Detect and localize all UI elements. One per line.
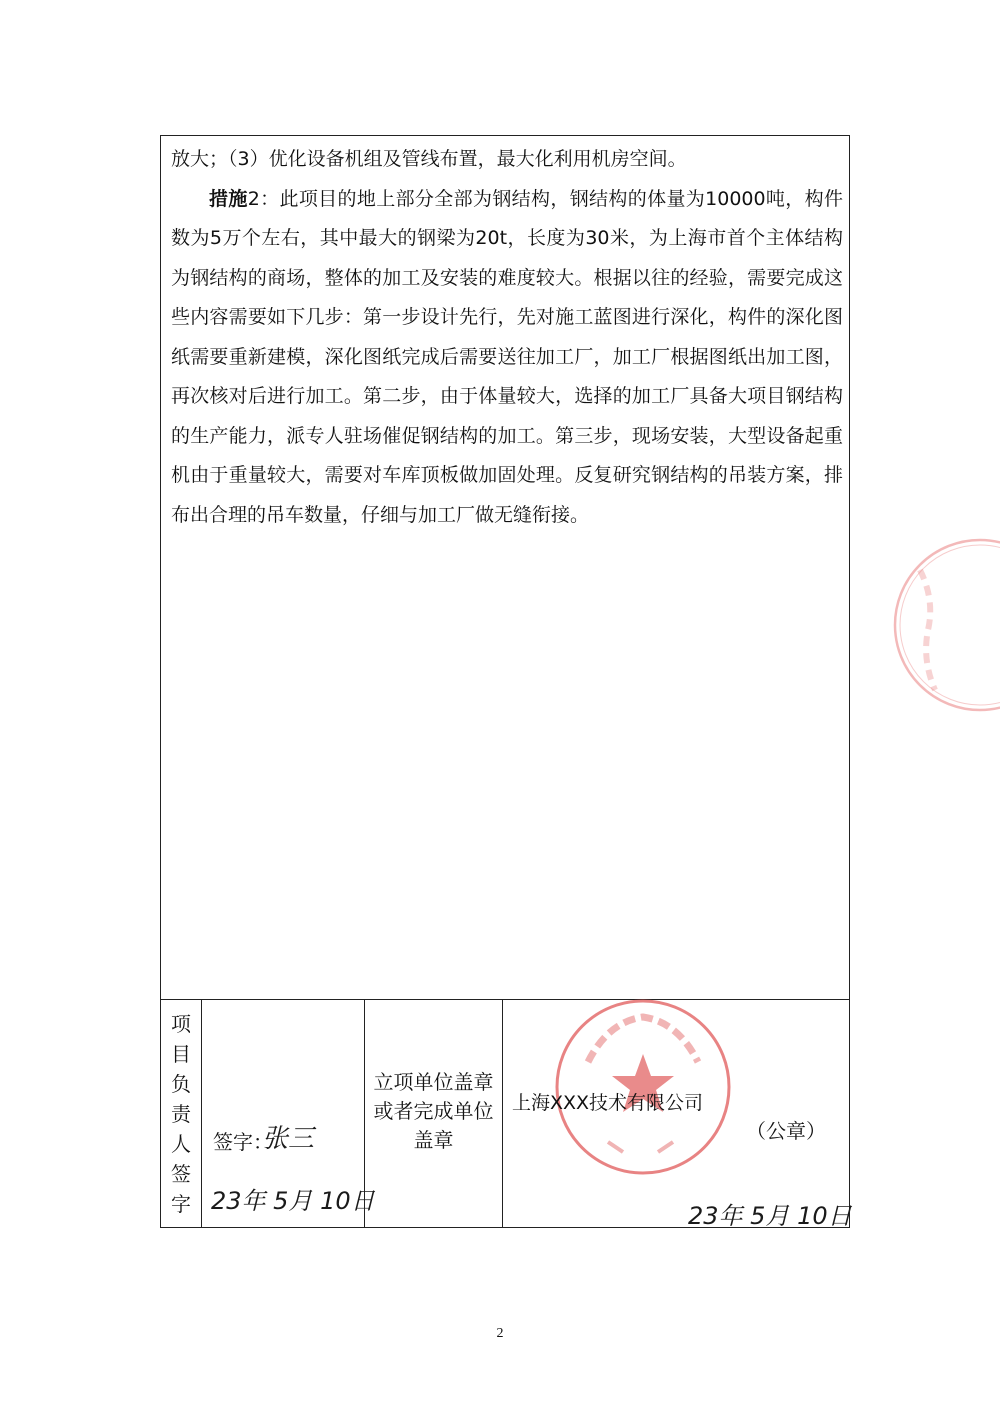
handwritten-signature-date: 23年 5月 10日 <box>211 1187 375 1215</box>
table-divider-3 <box>502 999 503 1228</box>
vertical-char: 人 <box>171 1132 191 1156</box>
table-top-border <box>160 999 850 1000</box>
vertical-char: 目 <box>171 1042 191 1066</box>
body-text <box>171 140 843 535</box>
handwritten-stamp-date: 23年 5月 10日 <box>688 1202 852 1230</box>
company-seal-stamp <box>548 992 738 1182</box>
official-seal-note: （公章） <box>746 1119 826 1143</box>
signature-label: 签字： <box>213 1130 273 1154</box>
page-number: 2 <box>496 1326 504 1341</box>
measure-text: 2：此项目的地上部分全部为钢结构，钢结构的体量为10000吨，构件数为5万个左右，其中最大的钢梁为20t，长度为30米，为上海市首个主体结构为钢结构的商场，整体的加工及安装的难度较大。根据以往的经验，需要完成这些内容需要如下几步：第一步设计先行，先对施工蓝图进行深化，构件的深化图纸需要重新建模，深化图纸完成后需要送往加工厂，加工厂根据图纸出加工图，再次核对后进行加工。第二步，由于体量较大，选择的加工厂具备大项目钢结构的生产能力，派专人驻场催促钢结构的加工。第三步，现场安装，大型设备起重机由于重量较大，需要对车库顶板做加固处理。反复研究钢结构的吊装方案，排布出合理的吊车数量，仔细与加工厂做无缝衔接。 <box>171 187 843 526</box>
body-line-1: 放大；（3）优化设备机组及管线布置，最大化利用机房空间。 <box>171 148 687 170</box>
vertical-char: 负 <box>171 1072 191 1096</box>
vertical-char: 字 <box>171 1192 191 1216</box>
handwritten-signature: 张三 <box>262 1124 315 1154</box>
partial-seal-stamp <box>880 530 1000 720</box>
company-name: 上海XXX技术有限公司 <box>512 1092 704 1114</box>
vertical-char: 签 <box>171 1162 191 1186</box>
stamp-cell-label: 立项单位盖章或者完成单位盖章 <box>373 1070 494 1152</box>
measure-paragraph <box>171 180 843 536</box>
measure-label: 措施 <box>209 187 248 210</box>
vertical-char: 责 <box>171 1102 191 1126</box>
project-leader-signature-label <box>160 1000 202 1228</box>
vertical-char: 项 <box>171 1012 191 1036</box>
